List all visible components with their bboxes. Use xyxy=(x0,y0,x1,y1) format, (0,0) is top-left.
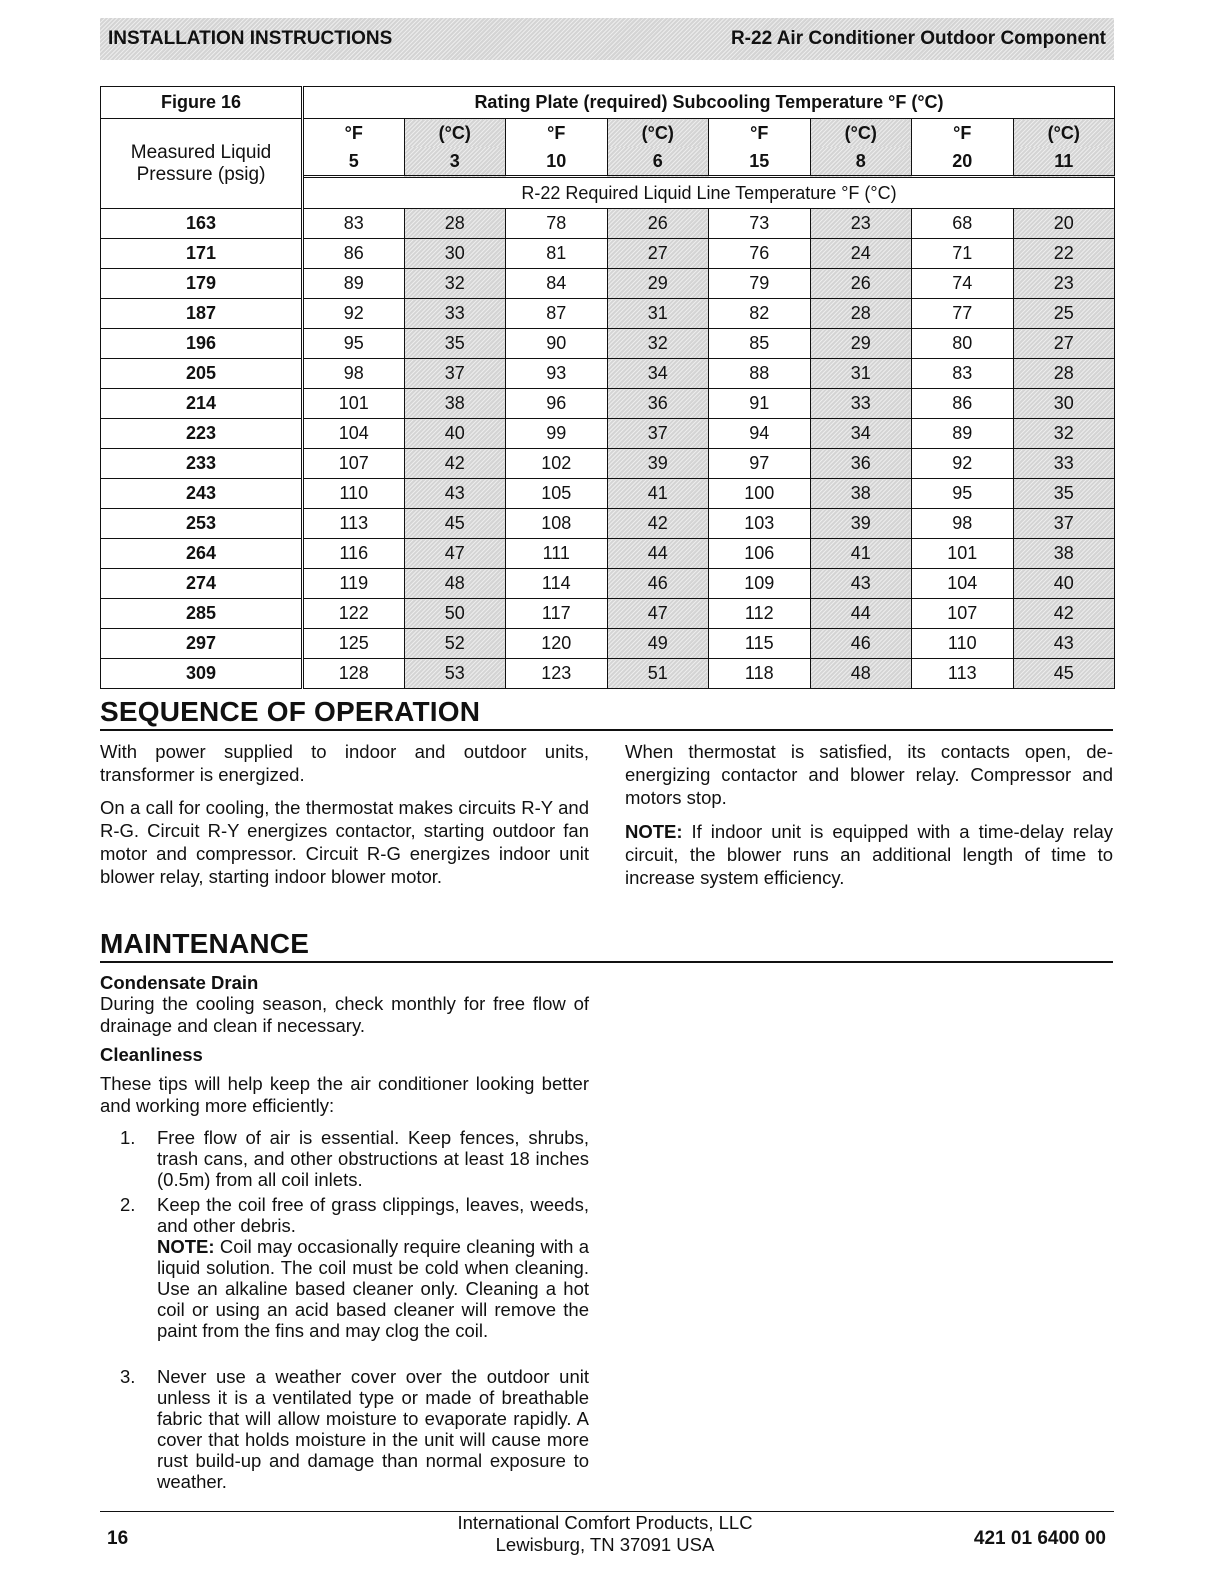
temp-f-cell: 109 xyxy=(709,569,811,599)
pressure-cell: 196 xyxy=(101,329,303,359)
temp-c-cell: 28 xyxy=(810,299,912,329)
table-row xyxy=(101,479,1115,509)
temp-f-cell: 116 xyxy=(303,539,405,569)
sequence-paragraph-1: With power supplied to indoor and outdoor units, transformer is energized. xyxy=(100,741,589,785)
pressure-cell: 309 xyxy=(101,659,303,689)
temp-c-cell: 51 xyxy=(607,659,709,689)
temp-c-cell: 27 xyxy=(1013,329,1115,359)
table-row xyxy=(101,569,1115,599)
temp-f-cell: 115 xyxy=(709,629,811,659)
temp-f-cell: 76 xyxy=(709,239,811,269)
pressure-cell: 214 xyxy=(101,389,303,419)
temp-c-cell: 43 xyxy=(810,569,912,599)
temp-f-cell: 128 xyxy=(303,659,405,689)
document-number: 421 01 6400 00 xyxy=(973,1528,1106,1549)
temp-c-cell: 36 xyxy=(810,449,912,479)
list-text-block xyxy=(157,1194,589,1341)
unit-c: (°C) xyxy=(810,119,912,148)
temp-f-cell: 120 xyxy=(506,629,608,659)
rating-value: 3 xyxy=(404,147,506,177)
temp-f-cell: 114 xyxy=(506,569,608,599)
temp-f-cell: 90 xyxy=(506,329,608,359)
list-text: Keep the coil free of grass clippings, leaves, weeds, and other debris. xyxy=(157,1194,589,1236)
temp-f-cell: 73 xyxy=(709,209,811,239)
sequence-note xyxy=(625,820,1113,889)
rating-value: 5 xyxy=(303,147,405,177)
temp-c-cell: 26 xyxy=(607,209,709,239)
temp-c-cell: 32 xyxy=(1013,419,1115,449)
temp-f-cell: 125 xyxy=(303,629,405,659)
temp-f-cell: 89 xyxy=(303,269,405,299)
temp-c-cell: 42 xyxy=(607,509,709,539)
temp-c-cell: 38 xyxy=(1013,539,1115,569)
pressure-cell: 253 xyxy=(101,509,303,539)
sequence-section-title: SEQUENCE OF OPERATION xyxy=(100,696,1113,731)
table-row xyxy=(101,539,1115,569)
subcooling-table-body xyxy=(101,87,1115,689)
temp-c-cell: 44 xyxy=(607,539,709,569)
temp-f-cell: 107 xyxy=(303,449,405,479)
temp-f-cell: 104 xyxy=(912,569,1014,599)
note-label: NOTE: xyxy=(157,1236,215,1257)
temp-c-cell: 29 xyxy=(607,269,709,299)
list-number: 3. xyxy=(120,1366,136,1387)
temp-c-cell: 46 xyxy=(607,569,709,599)
rating-value: 20 xyxy=(912,147,1014,177)
temp-f-cell: 86 xyxy=(303,239,405,269)
temp-f-cell: 102 xyxy=(506,449,608,479)
unit-f: °F xyxy=(709,119,811,148)
temp-c-cell: 38 xyxy=(810,479,912,509)
pressure-cell: 179 xyxy=(101,269,303,299)
temp-c-cell: 47 xyxy=(607,599,709,629)
temp-c-cell: 42 xyxy=(404,449,506,479)
temp-c-cell: 47 xyxy=(404,539,506,569)
temp-f-cell: 92 xyxy=(303,299,405,329)
temp-f-cell: 118 xyxy=(709,659,811,689)
table-row xyxy=(101,659,1115,689)
rating-value: 8 xyxy=(810,147,912,177)
temp-f-cell: 89 xyxy=(912,419,1014,449)
pressure-cell: 264 xyxy=(101,539,303,569)
temp-c-cell: 30 xyxy=(404,239,506,269)
temp-c-cell: 33 xyxy=(1013,449,1115,479)
table-units-row xyxy=(101,119,1115,148)
temp-f-cell: 92 xyxy=(912,449,1014,479)
unit-c: (°C) xyxy=(607,119,709,148)
temp-c-cell: 27 xyxy=(607,239,709,269)
temp-c-cell: 26 xyxy=(810,269,912,299)
temp-f-cell: 103 xyxy=(709,509,811,539)
temp-c-cell: 48 xyxy=(404,569,506,599)
temp-c-cell: 38 xyxy=(404,389,506,419)
table-subtitle: R-22 Required Liquid Line Temperature °F (°C) xyxy=(303,177,1115,209)
temp-f-cell: 99 xyxy=(506,419,608,449)
note-text: If indoor unit is equipped with a time-delay relay circuit, the blower runs an additional length of time to increase system efficiency. xyxy=(625,821,1113,888)
footer-company xyxy=(380,1512,830,1556)
maintenance-section-title: MAINTENANCE xyxy=(100,928,1113,963)
temp-c-cell: 30 xyxy=(1013,389,1115,419)
pressure-cell: 233 xyxy=(101,449,303,479)
temp-c-cell: 34 xyxy=(810,419,912,449)
pressure-cell: 223 xyxy=(101,419,303,449)
temp-c-cell: 45 xyxy=(1013,659,1115,689)
temp-c-cell: 25 xyxy=(1013,299,1115,329)
condensate-drain-heading: Condensate Drain xyxy=(100,972,259,993)
pressure-cell: 187 xyxy=(101,299,303,329)
temp-f-cell: 87 xyxy=(506,299,608,329)
temp-c-cell: 34 xyxy=(607,359,709,389)
list-number: 1. xyxy=(120,1127,136,1148)
temp-f-cell: 107 xyxy=(912,599,1014,629)
pressure-cell: 205 xyxy=(101,359,303,389)
temp-c-cell: 23 xyxy=(1013,269,1115,299)
temp-c-cell: 33 xyxy=(404,299,506,329)
pressure-cell: 285 xyxy=(101,599,303,629)
temp-f-cell: 105 xyxy=(506,479,608,509)
temp-f-cell: 108 xyxy=(506,509,608,539)
temp-f-cell: 95 xyxy=(912,479,1014,509)
note-text: Coil may occasionally require cleaning with a liquid solution. The coil must be cold when cleaning. Use an alkaline based cleaner only. Cleaning a hot coil or using an acid based cleaner will remove the paint from the fins and may clog the coil. xyxy=(157,1236,589,1341)
measured-pressure-label: Measured Liquid Pressure (psig) xyxy=(101,119,303,209)
table-row xyxy=(101,239,1115,269)
table-row xyxy=(101,599,1115,629)
pressure-cell: 243 xyxy=(101,479,303,509)
temp-f-cell: 98 xyxy=(303,359,405,389)
temp-c-cell: 41 xyxy=(607,479,709,509)
temp-f-cell: 96 xyxy=(506,389,608,419)
table-title: Rating Plate (required) Subcooling Temperature °F (°C) xyxy=(303,87,1115,119)
temp-c-cell: 24 xyxy=(810,239,912,269)
temp-c-cell: 28 xyxy=(1013,359,1115,389)
temp-c-cell: 46 xyxy=(810,629,912,659)
temp-f-cell: 88 xyxy=(709,359,811,389)
cleanliness-intro: These tips will help keep the air conditioner looking better and working more efficiently: xyxy=(100,1073,589,1116)
temp-f-cell: 81 xyxy=(506,239,608,269)
temp-f-cell: 71 xyxy=(912,239,1014,269)
temp-f-cell: 68 xyxy=(912,209,1014,239)
temp-c-cell: 41 xyxy=(810,539,912,569)
table-row xyxy=(101,629,1115,659)
page-header xyxy=(100,18,1114,60)
temp-f-cell: 80 xyxy=(912,329,1014,359)
temp-c-cell: 39 xyxy=(810,509,912,539)
temp-f-cell: 91 xyxy=(709,389,811,419)
sequence-paragraph-3: When thermostat is satisfied, its contacts open, de-energizing contactor and blower relay. Compressor and motors stop. xyxy=(625,741,1113,808)
temp-f-cell: 117 xyxy=(506,599,608,629)
temp-c-cell: 45 xyxy=(404,509,506,539)
temp-f-cell: 82 xyxy=(709,299,811,329)
temp-c-cell: 37 xyxy=(607,419,709,449)
table-row xyxy=(101,209,1115,239)
pressure-cell: 171 xyxy=(101,239,303,269)
temp-f-cell: 111 xyxy=(506,539,608,569)
temp-f-cell: 101 xyxy=(912,539,1014,569)
temp-f-cell: 84 xyxy=(506,269,608,299)
temp-f-cell: 123 xyxy=(506,659,608,689)
temp-f-cell: 93 xyxy=(506,359,608,389)
temp-f-cell: 94 xyxy=(709,419,811,449)
temp-c-cell: 43 xyxy=(404,479,506,509)
temp-c-cell: 31 xyxy=(607,299,709,329)
temp-c-cell: 28 xyxy=(404,209,506,239)
temp-c-cell: 50 xyxy=(404,599,506,629)
table-row xyxy=(101,389,1115,419)
temp-c-cell: 29 xyxy=(810,329,912,359)
temp-c-cell: 48 xyxy=(810,659,912,689)
subcooling-table xyxy=(100,86,1115,689)
temp-c-cell: 49 xyxy=(607,629,709,659)
sequence-paragraph-2: On a call for cooling, the thermostat makes circuits R-Y and R-G. Circuit R-Y energizes contactor, starting outdoor fan motor and compressor. Circuit R-G energizes indoor unit blower relay, starting indoor blower motor. xyxy=(100,797,589,887)
temp-c-cell: 42 xyxy=(1013,599,1115,629)
table-row xyxy=(101,359,1115,389)
temp-f-cell: 74 xyxy=(912,269,1014,299)
temp-c-cell: 40 xyxy=(404,419,506,449)
temp-f-cell: 98 xyxy=(912,509,1014,539)
temp-f-cell: 113 xyxy=(912,659,1014,689)
page-number: 16 xyxy=(107,1528,129,1549)
rating-value: 11 xyxy=(1013,147,1115,177)
temp-c-cell: 43 xyxy=(1013,629,1115,659)
temp-c-cell: 52 xyxy=(404,629,506,659)
table-row xyxy=(101,329,1115,359)
temp-f-cell: 79 xyxy=(709,269,811,299)
unit-f: °F xyxy=(506,119,608,148)
temp-c-cell: 37 xyxy=(1013,509,1115,539)
pressure-cell: 274 xyxy=(101,569,303,599)
temp-f-cell: 100 xyxy=(709,479,811,509)
temp-f-cell: 110 xyxy=(303,479,405,509)
temp-f-cell: 97 xyxy=(709,449,811,479)
company-name: International Comfort Products, LLC xyxy=(457,1512,753,1533)
temp-c-cell: 40 xyxy=(1013,569,1115,599)
table-row xyxy=(101,299,1115,329)
temp-c-cell: 31 xyxy=(810,359,912,389)
list-text: Never use a weather cover over the outdoor unit unless it is a ventilated type or made of breathable fabric that will allow moisture to evaporate rapidly. A cover that holds moisture in the unit will cause more rust build-up and damage than normal exposure to weather. xyxy=(157,1366,589,1492)
temp-f-cell: 85 xyxy=(709,329,811,359)
temp-f-cell: 104 xyxy=(303,419,405,449)
table-title-row xyxy=(101,87,1115,119)
temp-c-cell: 37 xyxy=(404,359,506,389)
temp-f-cell: 113 xyxy=(303,509,405,539)
temp-c-cell: 35 xyxy=(404,329,506,359)
temp-f-cell: 77 xyxy=(912,299,1014,329)
temp-f-cell: 95 xyxy=(303,329,405,359)
temp-f-cell: 83 xyxy=(912,359,1014,389)
temp-f-cell: 78 xyxy=(506,209,608,239)
table-row xyxy=(101,449,1115,479)
header-left-title: INSTALLATION INSTRUCTIONS xyxy=(108,28,393,49)
temp-c-cell: 33 xyxy=(810,389,912,419)
temp-f-cell: 83 xyxy=(303,209,405,239)
list-note xyxy=(157,1236,589,1341)
table-row xyxy=(101,269,1115,299)
temp-c-cell: 35 xyxy=(1013,479,1115,509)
temp-c-cell: 22 xyxy=(1013,239,1115,269)
company-address: Lewisburg, TN 37091 USA xyxy=(495,1534,715,1555)
unit-f: °F xyxy=(912,119,1014,148)
figure-label: Figure 16 xyxy=(101,87,303,119)
pressure-cell: 297 xyxy=(101,629,303,659)
unit-c: (°C) xyxy=(404,119,506,148)
temp-c-cell: 44 xyxy=(810,599,912,629)
temp-f-cell: 86 xyxy=(912,389,1014,419)
list-text: Free flow of air is essential. Keep fences, shrubs, trash cans, and other obstructions at least 18 inches (0.5m) from all coil inlets. xyxy=(157,1127,589,1190)
condensate-drain-text: During the cooling season, check monthly for free flow of drainage and clean if necessary. xyxy=(100,993,589,1036)
list-number: 2. xyxy=(120,1194,136,1215)
temp-c-cell: 32 xyxy=(607,329,709,359)
temp-c-cell: 23 xyxy=(810,209,912,239)
pressure-cell: 163 xyxy=(101,209,303,239)
header-right-title: R-22 Air Conditioner Outdoor Component xyxy=(730,28,1106,49)
rating-value: 10 xyxy=(506,147,608,177)
temp-f-cell: 112 xyxy=(709,599,811,629)
cleanliness-heading: Cleanliness xyxy=(100,1044,203,1065)
temp-c-cell: 39 xyxy=(607,449,709,479)
temp-c-cell: 36 xyxy=(607,389,709,419)
temp-c-cell: 20 xyxy=(1013,209,1115,239)
temp-f-cell: 122 xyxy=(303,599,405,629)
temp-c-cell: 32 xyxy=(404,269,506,299)
unit-f: °F xyxy=(303,119,405,148)
rating-value: 6 xyxy=(607,147,709,177)
temp-f-cell: 106 xyxy=(709,539,811,569)
unit-c: (°C) xyxy=(1013,119,1115,148)
temp-f-cell: 110 xyxy=(912,629,1014,659)
table-row xyxy=(101,509,1115,539)
rating-value: 15 xyxy=(709,147,811,177)
note-label: NOTE: xyxy=(625,821,683,842)
temp-c-cell: 53 xyxy=(404,659,506,689)
table-row xyxy=(101,419,1115,449)
temp-f-cell: 101 xyxy=(303,389,405,419)
temp-f-cell: 119 xyxy=(303,569,405,599)
